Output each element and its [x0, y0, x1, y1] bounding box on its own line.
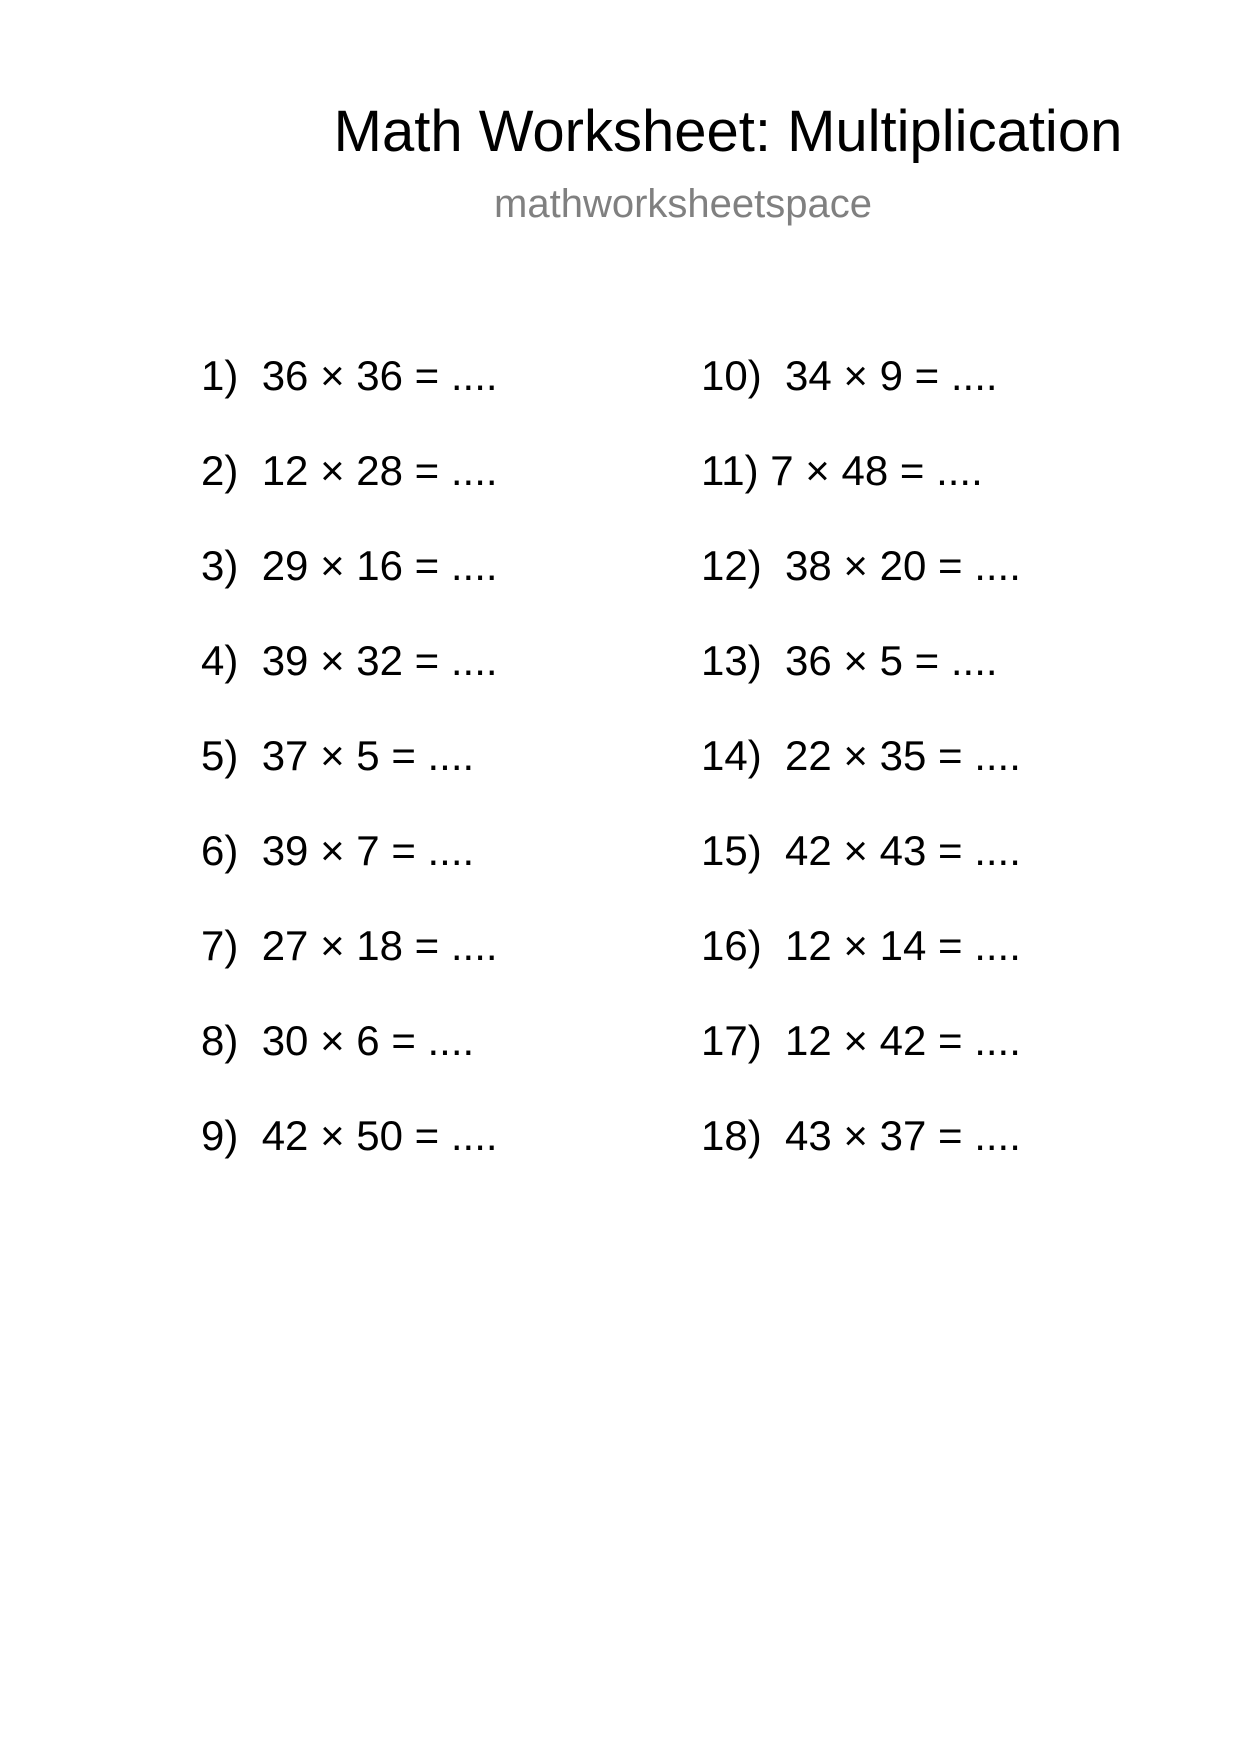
problem-number: 15) [701, 827, 762, 874]
problem-item [201, 1017, 498, 1112]
problem-expression: 43 × 37 = .... [785, 1112, 1021, 1159]
problem-number: 10) [701, 352, 762, 399]
problem-number: 11) [701, 447, 759, 494]
problem-item [201, 827, 498, 922]
problem-item [701, 827, 1021, 922]
problem-expression: 37 × 5 = .... [261, 732, 475, 779]
problem-item [201, 1112, 498, 1207]
problem-number: 2) [201, 447, 239, 494]
problem-number: 17) [701, 1017, 762, 1064]
worksheet-source: mathworksheetspace [494, 182, 872, 226]
problem-expression: 36 × 36 = .... [261, 352, 498, 399]
problem-item [201, 352, 498, 447]
problem-item [201, 922, 498, 1017]
problem-number: 9) [201, 1112, 239, 1159]
problem-column-left [201, 352, 498, 1207]
problem-number: 14) [701, 732, 762, 779]
problem-item [201, 542, 498, 637]
problem-number: 16) [701, 922, 762, 969]
problem-item [701, 922, 1021, 1017]
problem-item [701, 1017, 1021, 1112]
problem-number: 4) [201, 637, 239, 684]
problem-expression: 12 × 14 = .... [785, 922, 1021, 969]
problem-expression: 34 × 9 = .... [785, 352, 998, 399]
problem-item [201, 447, 498, 542]
problem-expression: 42 × 50 = .... [261, 1112, 498, 1159]
problem-expression: 22 × 35 = .... [785, 732, 1021, 779]
problem-item [701, 447, 1021, 542]
problem-expression: 36 × 5 = .... [785, 637, 998, 684]
problem-number: 18) [701, 1112, 762, 1159]
problem-expression: 42 × 43 = .... [785, 827, 1021, 874]
problem-expression: 29 × 16 = .... [261, 542, 498, 589]
problem-number: 5) [201, 732, 239, 779]
problem-item [201, 732, 498, 827]
problem-expression: 30 × 6 = .... [261, 1017, 475, 1064]
worksheet-title: Math Worksheet: Multiplication [333, 99, 1123, 164]
problem-expression: 7 × 48 = .... [770, 447, 983, 494]
problem-number: 12) [701, 542, 762, 589]
problem-expression: 38 × 20 = .... [785, 542, 1021, 589]
problem-expression: 27 × 18 = .... [261, 922, 498, 969]
problem-number: 3) [201, 542, 239, 589]
problem-expression: 39 × 7 = .... [261, 827, 475, 874]
problem-item [701, 352, 1021, 447]
problem-item [201, 637, 498, 732]
problem-expression: 39 × 32 = .... [261, 637, 498, 684]
problem-number: 6) [201, 827, 239, 874]
problem-number: 8) [201, 1017, 239, 1064]
problem-number: 7) [201, 922, 239, 969]
problem-expression: 12 × 42 = .... [785, 1017, 1021, 1064]
problem-number: 13) [701, 637, 762, 684]
problem-column-right [701, 352, 1021, 1207]
problem-expression: 12 × 28 = .... [261, 447, 498, 494]
problem-item [701, 542, 1021, 637]
problem-item [701, 1112, 1021, 1207]
problem-item [701, 732, 1021, 827]
problem-item [701, 637, 1021, 732]
problem-number: 1) [201, 352, 239, 399]
